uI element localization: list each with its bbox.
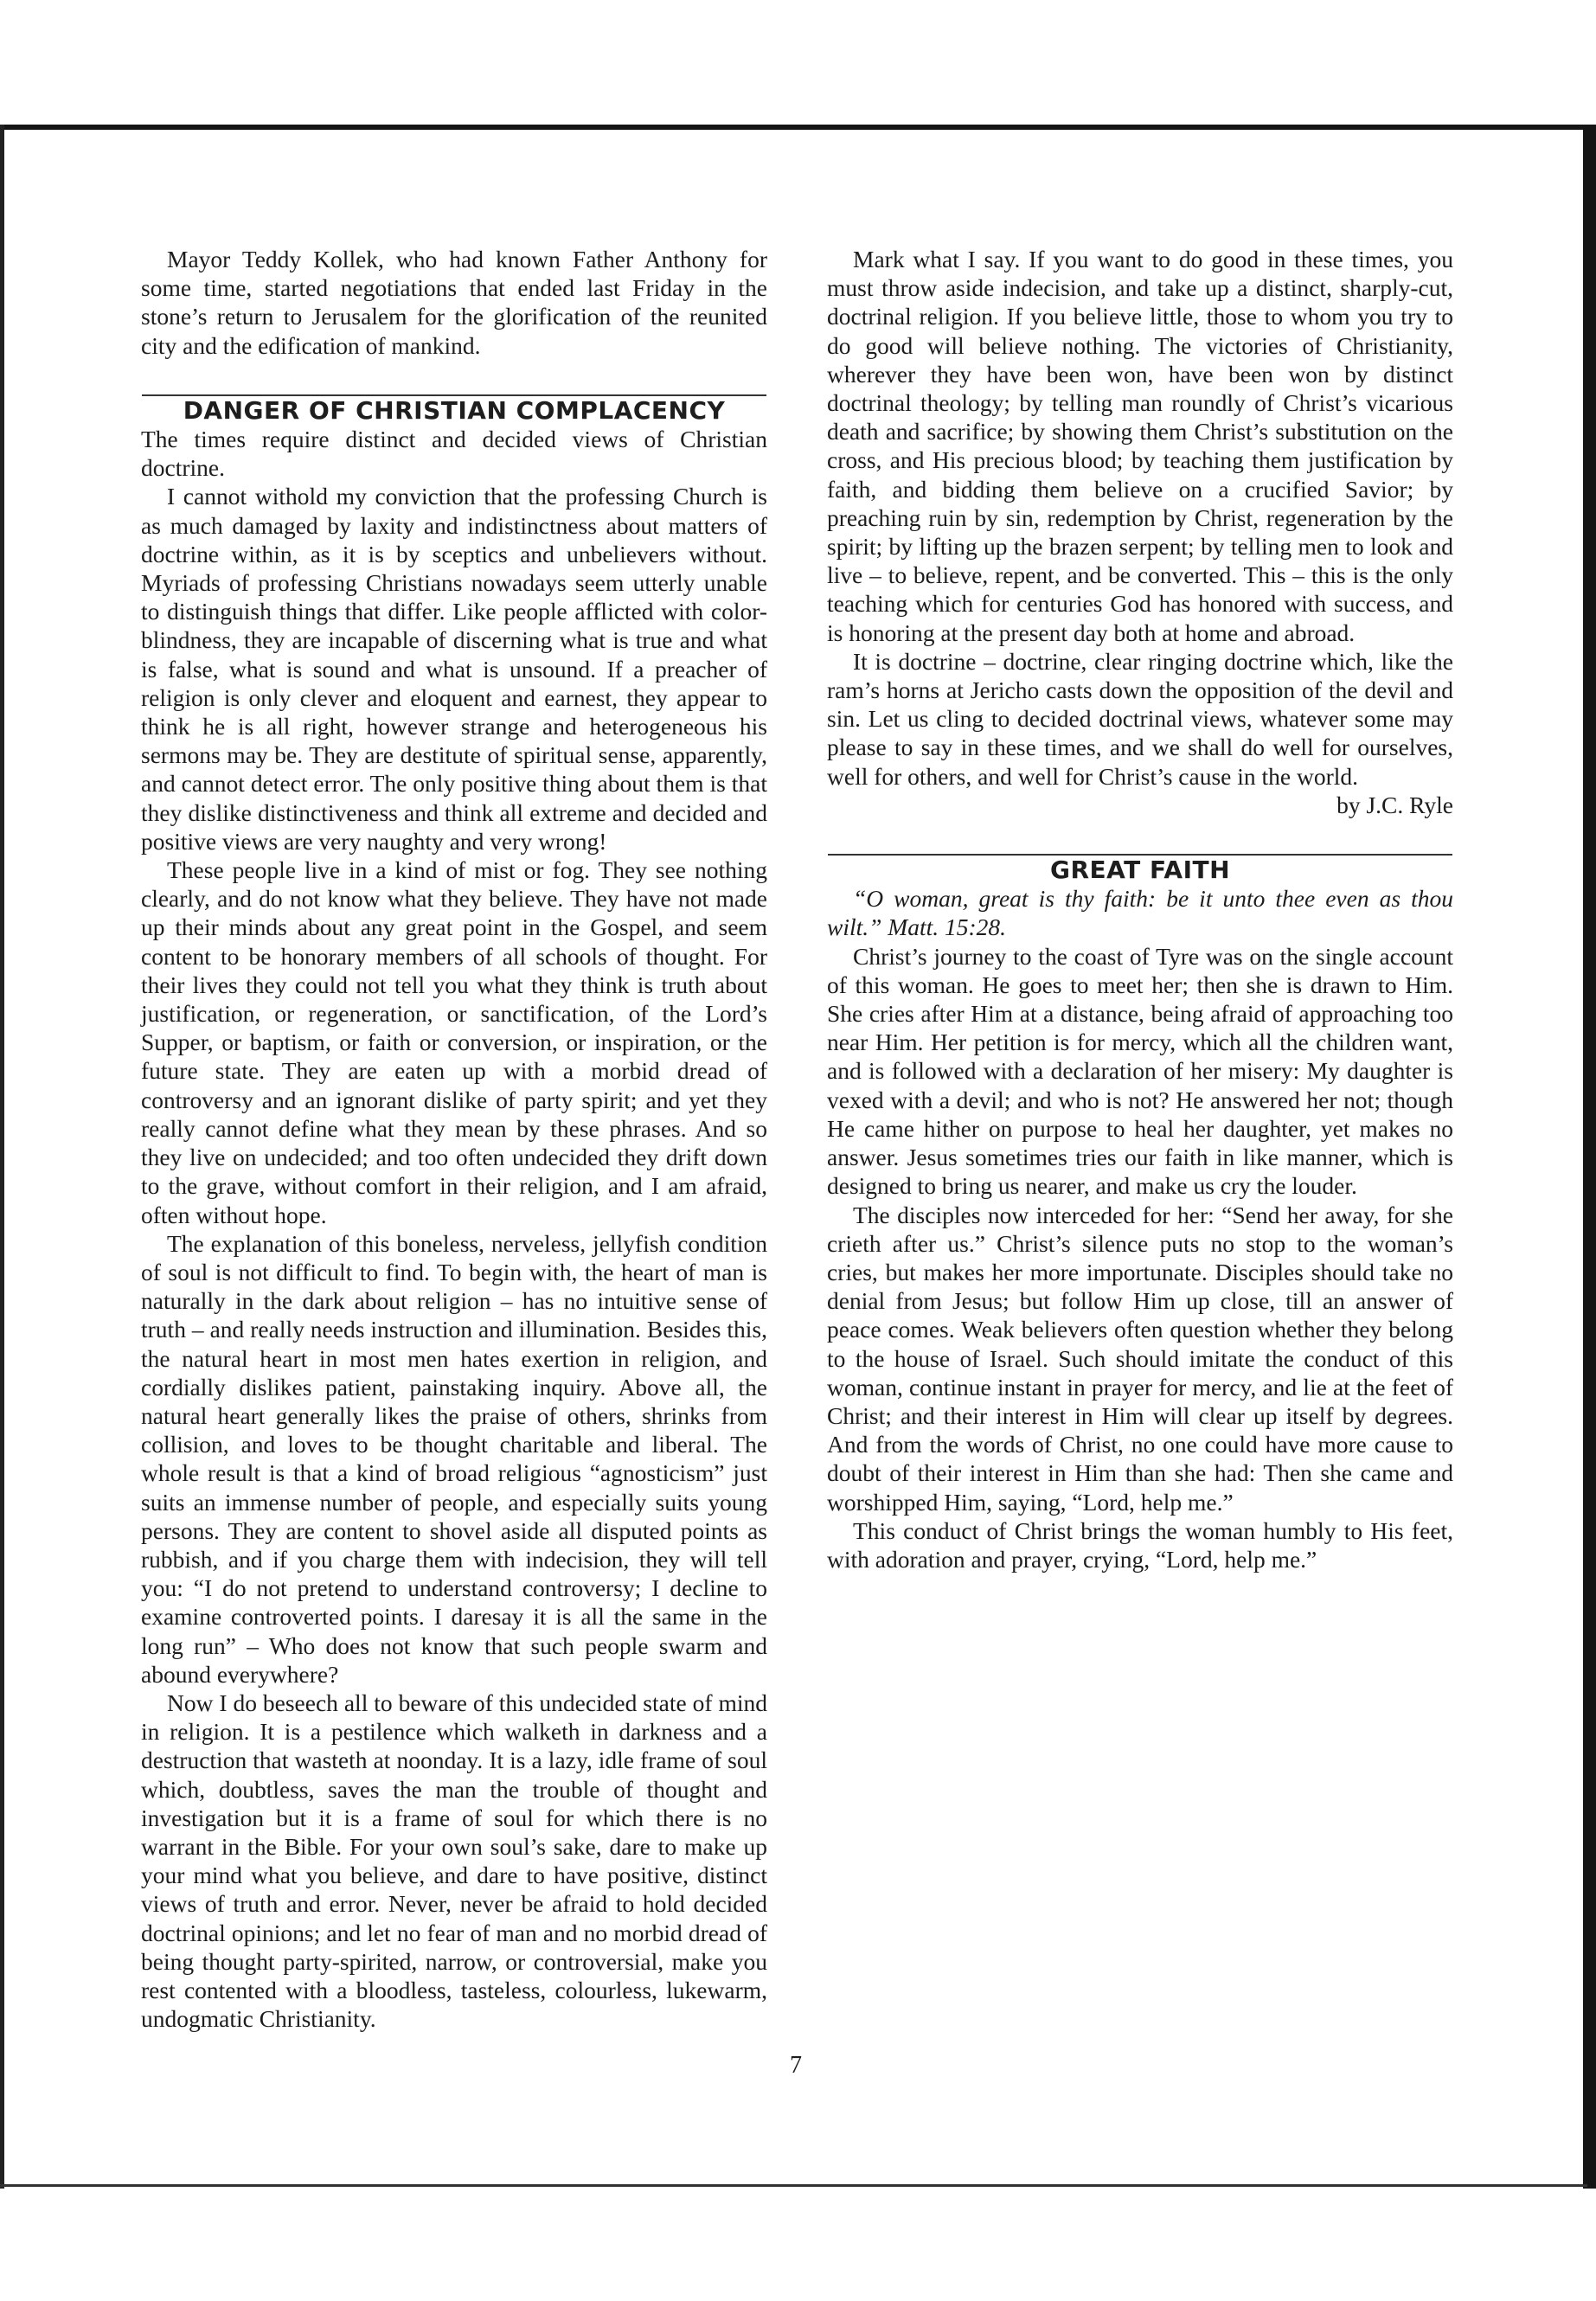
faith-epigraph: “O woman, great is thy faith: be it unto thee even as thou wilt.” Matt. 15:28. — [827, 885, 1453, 941]
scan-border-left — [0, 125, 4, 2189]
complacency-paragraph: I cannot withold my conviction that the professing Church is as much damaged by laxity and indistinctness about matters of doctrine within, as it is by sceptics and unbelievers without. Myriads of professing Christians nowadays seem utterly unable to distinguish things that differ. Like people afflicted with color-blindness, they are incapable of discerning what is true and what is false, what is sound and what is unsound. If a preacher of religion is only clever and eloquent and earnest, they appear to think he is all right, however strange and heterogeneous his sermons may be. They are destitute of spiritual sense, apparently, and cannot detect error. The only positive thing about them is that they dislike distinctiveness and think all extreme and decided and positive views are very naughty and very wrong! — [141, 483, 767, 855]
scan-border-bottom — [0, 2184, 1587, 2187]
right-column — [827, 245, 1453, 1574]
complacency-paragraph: These people live in a kind of mist or fog. They see nothing clearly, and do not know what they believe. They have not made up their minds about any great point in the Gospel, and seem content to be honorary members of all schools of thought. For their lives they could not tell you what they think is truth about justification, or regeneration, or sanctification, of the Lord’s Supper, or baptism, or faith or conversion, or inspiration, or the future state. They are eaten up with a morbid dread of controversy and an ignorant dislike of party spirit; and yet they really cannot define what they mean by these phrases. And so they live on undecided; and too often undecided they drift down to the grave, without comfort in their religion, and I am afraid, often without hope. — [141, 856, 767, 1228]
complacency-paragraph: It is doctrine – doctrine, clear ringing doctrine which, like the ram’s horns at Jericho casts down the opposition of the devil and sin. Let us cling to decided doctrinal views, whatever some may please to say in these times, and we shall do well for ourselves, well for others, and well for Christ’s cause in the world. — [827, 647, 1453, 790]
faith-heading: GREAT FAITH — [1049, 856, 1231, 885]
complacency-paragraph: The explanation of this boneless, nerveless, jellyfish condition of soul is not difficult to find. To begin with, the heart of man is naturally in the dark about religion – has no intuitive sense of truth – and really needs instruction and illumination. Besides this, the natural heart in most men hates exertion in religion, and cordially dislikes patient, painstaking inquiry. Above all, the natural heart generally likes the praise of others, shrinks from collision, and loves to be thought charitable and liberal. The whole result is that a kind of broad religious “agnosticism” just suits an immense number of people, and especially suits young persons. They are content to shovel aside all disputed points as rubbish, and if you charge them with indecision, they will tell you: “I do not pretend to understand controversy; I decline to examine controverted points. I daresay it is all the same in the long run” – Who does not know that such people swarm and abound everywhere? — [141, 1229, 767, 1688]
complacency-paragraph: Now I do beseech all to beware of this undecided state of mind in religion. It is a pestilence which walketh in darkness and a destruction that wasteth at noonday. It is a lazy, idle frame of soul which, doubtless, saves the man the trouble of thought and investigation but it is a frame of soul for which there is no warrant in the Bible. For your own soul’s sake, dare to make up your mind what you believe, and dare to have positive, distinct views of truth and error. Never, never be afraid to hold decided doctrinal opinions; and let no fear of man and no morbid dread of being thought party-spirited, narrow, or controversial, make you rest contented with a bloodless, tasteless, colourless, lukewarm, undogmatic Christianity. — [141, 1689, 767, 2033]
complacency-heading: DANGER OF CHRISTIAN COMPLACENCY — [183, 395, 726, 425]
faith-paragraph: This conduct of Christ brings the woman humbly to His feet, with adoration and prayer, crying, “Lord, help me.” — [827, 1516, 1453, 1573]
complacency-paragraph: The times require distinct and decided views of Christian doctrine. — [141, 426, 767, 482]
left-column — [141, 245, 767, 2033]
page-number: 7 — [790, 2052, 802, 2079]
scan-border-top — [0, 125, 1596, 130]
byline: by J.C. Ryle — [1336, 791, 1453, 818]
faith-paragraph: Christ’s journey to the coast of Tyre was on the single account of this woman. He goes to meet her; then she is drawn to Him. She cries after Him at a distance, being afraid of approaching too near Him. Her petition is for mercy, which all the children want, and is followed with a declaration of her misery: My daughter is vexed with a devil; and who is not? He answered her not; though He came hither on purpose to heal her daughter, yet makes no answer. Jesus sometimes tries our faith in like manner, which is designed to bring us nearer, and make us cry the louder. — [827, 942, 1453, 1200]
faith-paragraph: The disciples now interceded for her: “Send her away, for she crieth after us.” Christ’s silence puts no stop to the woman’s cries, but makes her more importunate. Disciples should take no denial from Jesus; but follow Him up close, till an answer of peace comes. Weak believers often question whether they belong to the house of Israel. Such should imitate the conduct of this woman, continue instant in prayer for mercy, and lie at the feet of Christ; and their interest in Him will clear up itself by degrees. And from the words of Christ, no one could have more cause to doubt of their interest in Him than she had: Then she came and worshipped Him, saying, “Lord, help me.” — [827, 1201, 1453, 1516]
intro-paragraph: Mayor Teddy Kollek, who had known Father Anthony for some time, started negotiations that ended last Friday in the stone’s return to Jerusalem for the glorification of the reunited city and the edification of mankind. — [141, 246, 767, 359]
scan-border-right — [1583, 125, 1596, 2189]
complacency-paragraph: Mark what I say. If you want to do good in these times, you must throw aside indecision, and take up a distinct, sharply-cut, doctrinal religion. If you believe little, those to whom you try to do good will believe nothing. The victories of Christianity, wherever they have been won, have been won by distinct doctrinal theology; by telling man roundly of Christ’s vicarious death and sacrifice; by showing them Christ’s substitution on the cross, and His precious blood; by teaching them justification by faith, and bidding them believe on a crucified Savior; by preaching ruin by sin, redemption by Christ, regeneration by the spirit; by lifting up the brazen serpent; by telling men to look and live – to believe, repent, and be converted. This – this is the only teaching which for centuries God has honored with success, and is honoring at the present day both at home and abroad. — [827, 246, 1453, 646]
